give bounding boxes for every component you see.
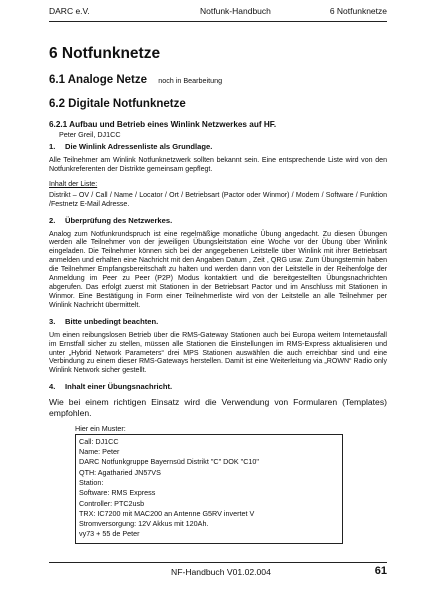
subsection-1-text: Alle Teilnehmer am Winlink Notfunknetzwerk sollten bekannt sein. Eine entsprechende Liste wird von den Notfunkreferenten der Distrikte gemeinsam gepflegt. xyxy=(49,157,387,173)
header-rule xyxy=(49,21,387,22)
section-6-2-heading: 6.2 Digitale Notfunknetze xyxy=(49,98,186,110)
page-footer xyxy=(49,564,387,580)
example-line: Controller: PTC2usb xyxy=(79,498,145,508)
example-message-box xyxy=(75,434,343,544)
subsection-2-heading xyxy=(49,216,387,225)
example-line: vy73 + 55 de Peter xyxy=(79,529,140,539)
subsection-2-title: Überprüfung des Netzwerkes. xyxy=(65,215,173,225)
subsection-3-heading xyxy=(49,317,387,326)
page-content xyxy=(49,44,387,544)
example-label: Hier ein Muster: xyxy=(75,423,126,433)
subsection-4-text: Wie bei einem richtigen Einsatz wird die Verwendung von Formularen (Templates) empfohlen. xyxy=(49,397,387,418)
list-contents: Distrikt – OV / Call / Name / Locator / Ort / Betriebsart (Pactor oder Winmor) / Modem / Software / Funktion /Festnetz E-Mail Adresse. xyxy=(49,191,387,208)
header-left: DARC e.V. xyxy=(49,6,90,16)
example-line: Stromversorgung: 12V Akkus mit 120Ah. xyxy=(79,519,209,529)
example-line: Software: RMS Express xyxy=(79,488,156,498)
subsection-4-number: 4. xyxy=(49,382,56,392)
header-center: Notfunk-Handbuch xyxy=(200,6,271,16)
footer-text: NF-Handbuch V01.02.004 xyxy=(171,567,271,577)
subsection-1-heading xyxy=(49,142,387,151)
example-line: Station: xyxy=(79,478,104,487)
subsection-3-number: 3. xyxy=(49,316,56,326)
chapter-title: 6 Notfunknetze xyxy=(49,45,161,62)
footer-rule xyxy=(49,562,387,563)
list-label: Inhalt der Liste: xyxy=(49,180,98,188)
subsection-2-text: Analog zum Notfunkrundspruch ist eine regelmäßige monatliche Übung angedacht. Zu diesen Übungen werden alle Teilnehmer von der jeweiligen Übungsleitstation eine Woche vor der Übung über Winlink eingeladen. Die Teilnehmer können sich bei der angegebenen Leitstelle über Winlink mit ihrer Betriebsart anmelden und erhalten eine Nachricht mit den Angaben Datum , Zeit , QRG usw. Zum Übungstermin haben die Teilnehmer Empfangsbereitschaft zu halten und werden dann von der Leitstelle in der Reihenfolge der Anmeldung im Peer zu Peer (P2P) Modus kontaktiert und die bereitgestellten Übungsnachrichten abgerufen. Das erfolgt zuerst mit Stationen in der Betriebsart Pactor und im Anschluss mit Stationen in Winmor. Eine Bestätigung in Form einer Teilnehmerliste wird von der Leitstelle an alle Teilnehmer per Winlink Nachricht übermittelt. xyxy=(49,230,387,309)
subsection-4-title: Inhalt einer Übungsnachricht. xyxy=(65,382,173,392)
example-line: DARC Notfunkgruppe Bayernsüd Distrikt "C" DOK "C10" xyxy=(79,457,259,467)
subsection-4-heading xyxy=(49,382,387,391)
section-6-1-title: 6.1 Analoge Netze xyxy=(49,74,147,86)
section-6-1-heading xyxy=(49,73,387,88)
header-right: 6 Notfunknetze xyxy=(329,6,387,16)
example-line: Call: DJ1CC xyxy=(79,436,119,446)
section-6-1-note: noch in Bearbeitung xyxy=(158,76,223,85)
page-number: 61 xyxy=(374,565,387,577)
example-line: QTH: Agatharied JN57VS xyxy=(79,467,161,477)
subsection-1-title: Die Winlink Adressenliste als Grundlage. xyxy=(65,142,213,151)
example-line: TRX: IC7200 mit MAC200 an Antenne G5RV invertet V xyxy=(79,508,255,518)
subsection-3-title: Bitte unbedingt beachten. xyxy=(65,316,159,326)
example-line: Name: Peter xyxy=(79,447,120,457)
subsection-3-text: Um einen reibungslosen Betrieb über die RMS-Gateway Stationen auch bei Europa weitem Internetausfall im Ernstfall sicher zu stellen, müssen alle Stationen die Einstellungen im RMS-Express aktualisieren und unter „Hybrid Network Parameters“ drei MPS Stationen auswählen die auch erreichbar sind und eine Verbindung zu einem dieser RMS-Gateways herstellen. Damit ist eine Weiterleitung via „ROWN“ Radio only Winlink Network sicher gestellt. xyxy=(49,331,387,375)
page-header xyxy=(49,6,387,20)
subsection-1-number: 1. xyxy=(49,142,56,151)
section-author: Peter Greil, DJ1CC xyxy=(59,130,121,139)
section-6-2-1-heading: 6.2.1 Aufbau und Betrieb eines Winlink Netzwerkes auf HF. xyxy=(49,120,277,129)
subsection-2-number: 2. xyxy=(49,215,56,225)
